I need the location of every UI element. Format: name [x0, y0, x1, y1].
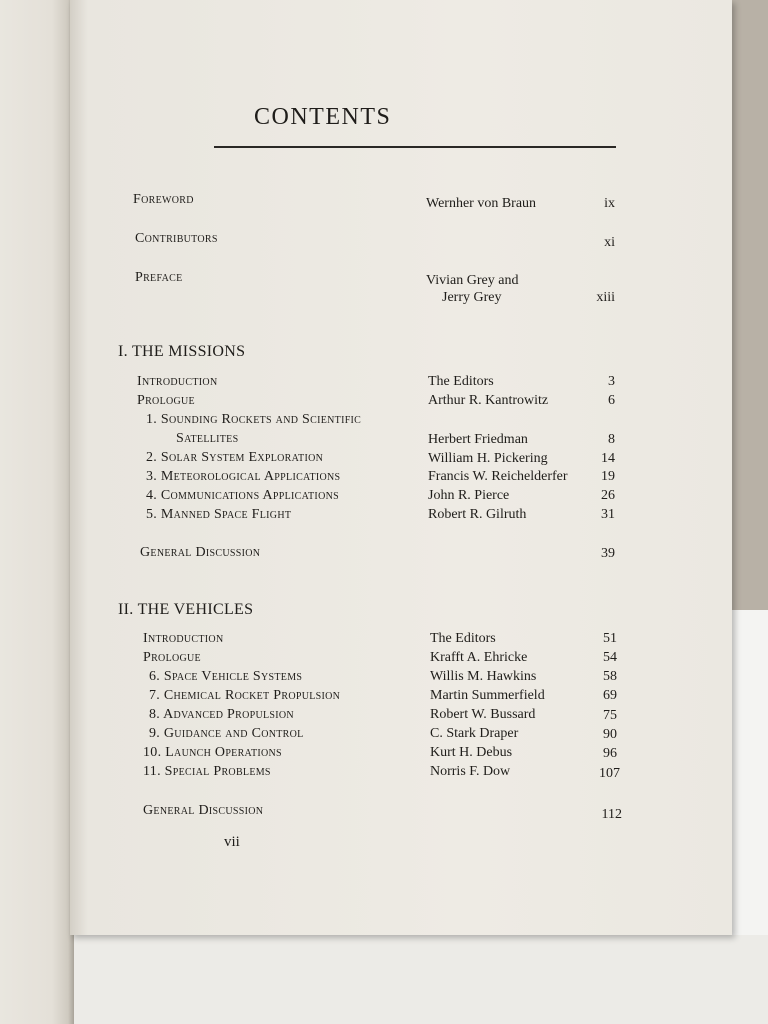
toc-page: 6: [608, 393, 615, 408]
toc-author: Robert R. Gilruth: [428, 507, 527, 522]
toc-author: Willis M. Hawkins: [430, 669, 537, 684]
toc-title: General Discussion: [143, 803, 264, 818]
toc-page: 3: [608, 374, 615, 389]
toc-author-preface-1: Vivian Grey and: [426, 273, 519, 288]
toc-author: Norris F. Dow: [430, 764, 511, 779]
toc-title: 2. Solar System Exploration: [146, 450, 324, 465]
toc-title: 4. Communications Applications: [146, 488, 339, 503]
toc-title: General Discussion: [140, 545, 261, 560]
toc-page: 14: [601, 451, 615, 466]
toc-title: 3. Meteorological Applications: [146, 469, 341, 484]
toc-title-continued: Satellites: [176, 431, 239, 446]
toc-page: 31: [601, 507, 615, 522]
toc-title: 7. Chemical Rocket Propulsion: [149, 688, 341, 703]
backdrop-right: [728, 0, 768, 610]
toc-title: Prologue: [137, 393, 195, 408]
toc-page: 8: [608, 432, 615, 447]
toc-page: 19: [601, 469, 615, 484]
page-title: CONTENTS: [254, 104, 392, 130]
toc-page: 90: [603, 727, 617, 742]
toc-title-preface: Preface: [135, 270, 183, 285]
toc-author: Krafft A. Ehricke: [430, 650, 528, 665]
toc-title-foreword: Foreword: [133, 192, 194, 207]
toc-author: John R. Pierce: [428, 488, 510, 503]
toc-page: 75: [603, 708, 617, 723]
toc-author-preface-2: Jerry Grey: [442, 290, 502, 305]
facing-page: [0, 0, 74, 1024]
toc-author: Arthur R. Kantrowitz: [428, 393, 549, 408]
part-heading-vehicles: II. THE VEHICLES: [118, 601, 254, 618]
toc-author: The Editors: [428, 374, 494, 389]
part-heading-missions: I. THE MISSIONS: [118, 343, 246, 360]
toc-title: Introduction: [143, 631, 224, 646]
toc-page: 107: [599, 766, 620, 781]
toc-author-foreword: Wernher von Braun: [426, 196, 537, 211]
toc-author: Martin Summerfield: [430, 688, 545, 703]
toc-page: 96: [603, 746, 617, 761]
toc-title: 8. Advanced Propulsion: [149, 707, 294, 722]
toc-author: Robert W. Bussard: [430, 707, 536, 722]
toc-title: 10. Launch Operations: [143, 745, 282, 760]
page-number: vii: [224, 834, 240, 850]
toc-page-contributors: xi: [604, 235, 615, 250]
toc-author: Francis W. Reichelderfer: [428, 469, 568, 484]
title-rule: [214, 146, 616, 148]
toc-page-foreword: ix: [604, 196, 615, 211]
book-page: [70, 0, 732, 935]
backdrop-bottom: [0, 935, 768, 1024]
toc-title-contributors: Contributors: [135, 231, 218, 246]
toc-title: 5. Manned Space Flight: [146, 507, 292, 522]
toc-title: Introduction: [137, 374, 218, 389]
toc-author: Kurt H. Debus: [430, 745, 513, 760]
toc-title: 9. Guidance and Control: [149, 726, 304, 741]
toc-title: 1. Sounding Rockets and Scientific: [146, 412, 362, 427]
toc-page-preface: xiii: [596, 290, 615, 305]
toc-title: Prologue: [143, 650, 201, 665]
toc-page: 51: [603, 631, 617, 646]
toc-page: 58: [603, 669, 617, 684]
toc-author: Herbert Friedman: [428, 432, 528, 447]
toc-page: 54: [603, 650, 617, 665]
toc-title: 6. Space Vehicle Systems: [149, 669, 303, 684]
toc-title: 11. Special Problems: [143, 764, 271, 779]
toc-author: C. Stark Draper: [430, 726, 519, 741]
toc-author: The Editors: [430, 631, 496, 646]
toc-page: 26: [601, 488, 615, 503]
toc-page: 69: [603, 688, 617, 703]
toc-page: 39: [601, 546, 615, 561]
toc-page: 112: [601, 807, 622, 822]
toc-author: William H. Pickering: [428, 451, 548, 466]
